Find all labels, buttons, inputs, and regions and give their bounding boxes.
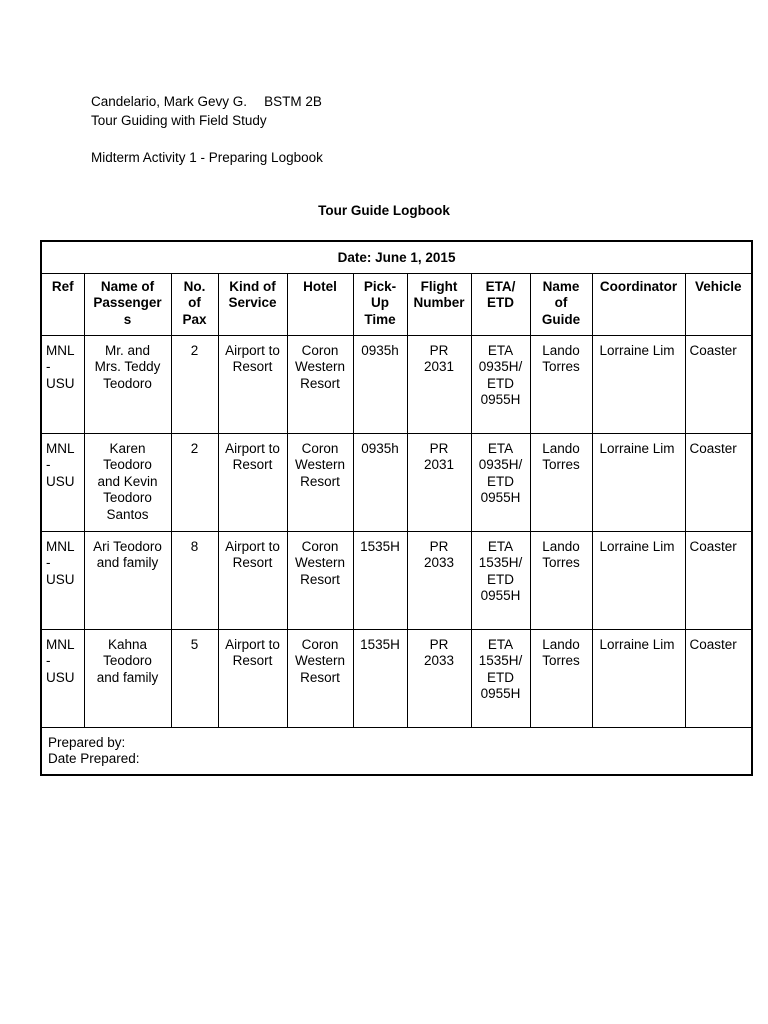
table-cell: 0935h — [353, 335, 407, 433]
table-row — [41, 531, 752, 629]
table-cell: PR 2031 — [407, 335, 471, 433]
table-body — [41, 335, 752, 727]
column-header: No. of Pax — [171, 273, 218, 335]
column-header: Name of Passenger s — [84, 273, 171, 335]
table-cell: MNL - USU — [41, 335, 84, 433]
table-cell: MNL - USU — [41, 629, 84, 727]
table-cell: PR 2033 — [407, 629, 471, 727]
course-code: BSTM 2B — [264, 94, 322, 109]
table-cell: Coaster — [685, 433, 752, 531]
table-row — [41, 335, 752, 433]
table-cell: Lorraine Lim — [592, 433, 685, 531]
column-header: Ref — [41, 273, 84, 335]
table-cell: Coron Western Resort — [287, 531, 353, 629]
column-header: Name of Guide — [530, 273, 592, 335]
activity-line: Midterm Activity 1 - Preparing Logbook — [91, 150, 323, 165]
table-cell: Coron Western Resort — [287, 629, 353, 727]
table-cell: Lando Torres — [530, 335, 592, 433]
footer-cell — [41, 727, 752, 775]
student-line — [91, 92, 323, 111]
column-header: Hotel — [287, 273, 353, 335]
column-header: Vehicle — [685, 273, 752, 335]
document-title: Tour Guide Logbook — [318, 203, 450, 218]
table-cell: 1535H — [353, 629, 407, 727]
table-cell: Lando Torres — [530, 531, 592, 629]
header-gap — [91, 130, 323, 148]
table-cell: MNL - USU — [41, 433, 84, 531]
table-cell: Airport to Resort — [218, 629, 287, 727]
table-cell: PR 2033 — [407, 531, 471, 629]
table-cell: 0935h — [353, 433, 407, 531]
table-cell: Airport to Resort — [218, 531, 287, 629]
column-header: ETA/ ETD — [471, 273, 530, 335]
table-cell: Ari Teodoro and family — [84, 531, 171, 629]
column-header: Flight Number — [407, 273, 471, 335]
table-cell: ETA 1535H/ ETD 0955H — [471, 629, 530, 727]
table-cell: Coaster — [685, 335, 752, 433]
footer-row — [41, 727, 752, 775]
table-cell: Coron Western Resort — [287, 433, 353, 531]
table-cell: 1535H — [353, 531, 407, 629]
column-header: Kind of Service — [218, 273, 287, 335]
table-cell: Kahna Teodoro and family — [84, 629, 171, 727]
table-cell: Airport to Resort — [218, 335, 287, 433]
table-cell: MNL - USU — [41, 531, 84, 629]
table-cell: 2 — [171, 335, 218, 433]
prepared-by-label: Prepared by: — [48, 734, 126, 750]
table-cell: 5 — [171, 629, 218, 727]
column-header: Coordinator — [592, 273, 685, 335]
document-header — [91, 92, 323, 167]
table-cell: ETA 1535H/ ETD 0955H — [471, 531, 530, 629]
table-cell: 2 — [171, 433, 218, 531]
table-cell: Lorraine Lim — [592, 335, 685, 433]
table-cell: Coaster — [685, 531, 752, 629]
table-cell: Coron Western Resort — [287, 335, 353, 433]
date-row — [41, 241, 752, 273]
table-cell: Coaster — [685, 629, 752, 727]
column-header: Pick- Up Time — [353, 273, 407, 335]
table-cell: Lando Torres — [530, 629, 592, 727]
table-cell: Mr. and Mrs. Teddy Teodoro — [84, 335, 171, 433]
table-cell: Lando Torres — [530, 433, 592, 531]
table-row — [41, 629, 752, 727]
date-prepared-label: Date Prepared: — [48, 751, 140, 766]
table-cell: Lorraine Lim — [592, 629, 685, 727]
table-cell: 8 — [171, 531, 218, 629]
student-name: Candelario, Mark Gevy G. — [91, 94, 248, 109]
table-cell: Lorraine Lim — [592, 531, 685, 629]
logbook-table — [40, 240, 753, 776]
date-cell: Date: June 1, 2015 — [41, 241, 752, 273]
table-cell: Karen Teodoro and Kevin Teodoro Santos — [84, 433, 171, 531]
table-row — [41, 433, 752, 531]
table-cell: Airport to Resort — [218, 433, 287, 531]
table-cell: PR 2031 — [407, 433, 471, 531]
table-cell: ETA 0935H/ ETD 0955H — [471, 335, 530, 433]
table-cell: ETA 0935H/ ETD 0955H — [471, 433, 530, 531]
column-header-row — [41, 273, 752, 335]
subject-line: Tour Guiding with Field Study — [91, 113, 267, 128]
